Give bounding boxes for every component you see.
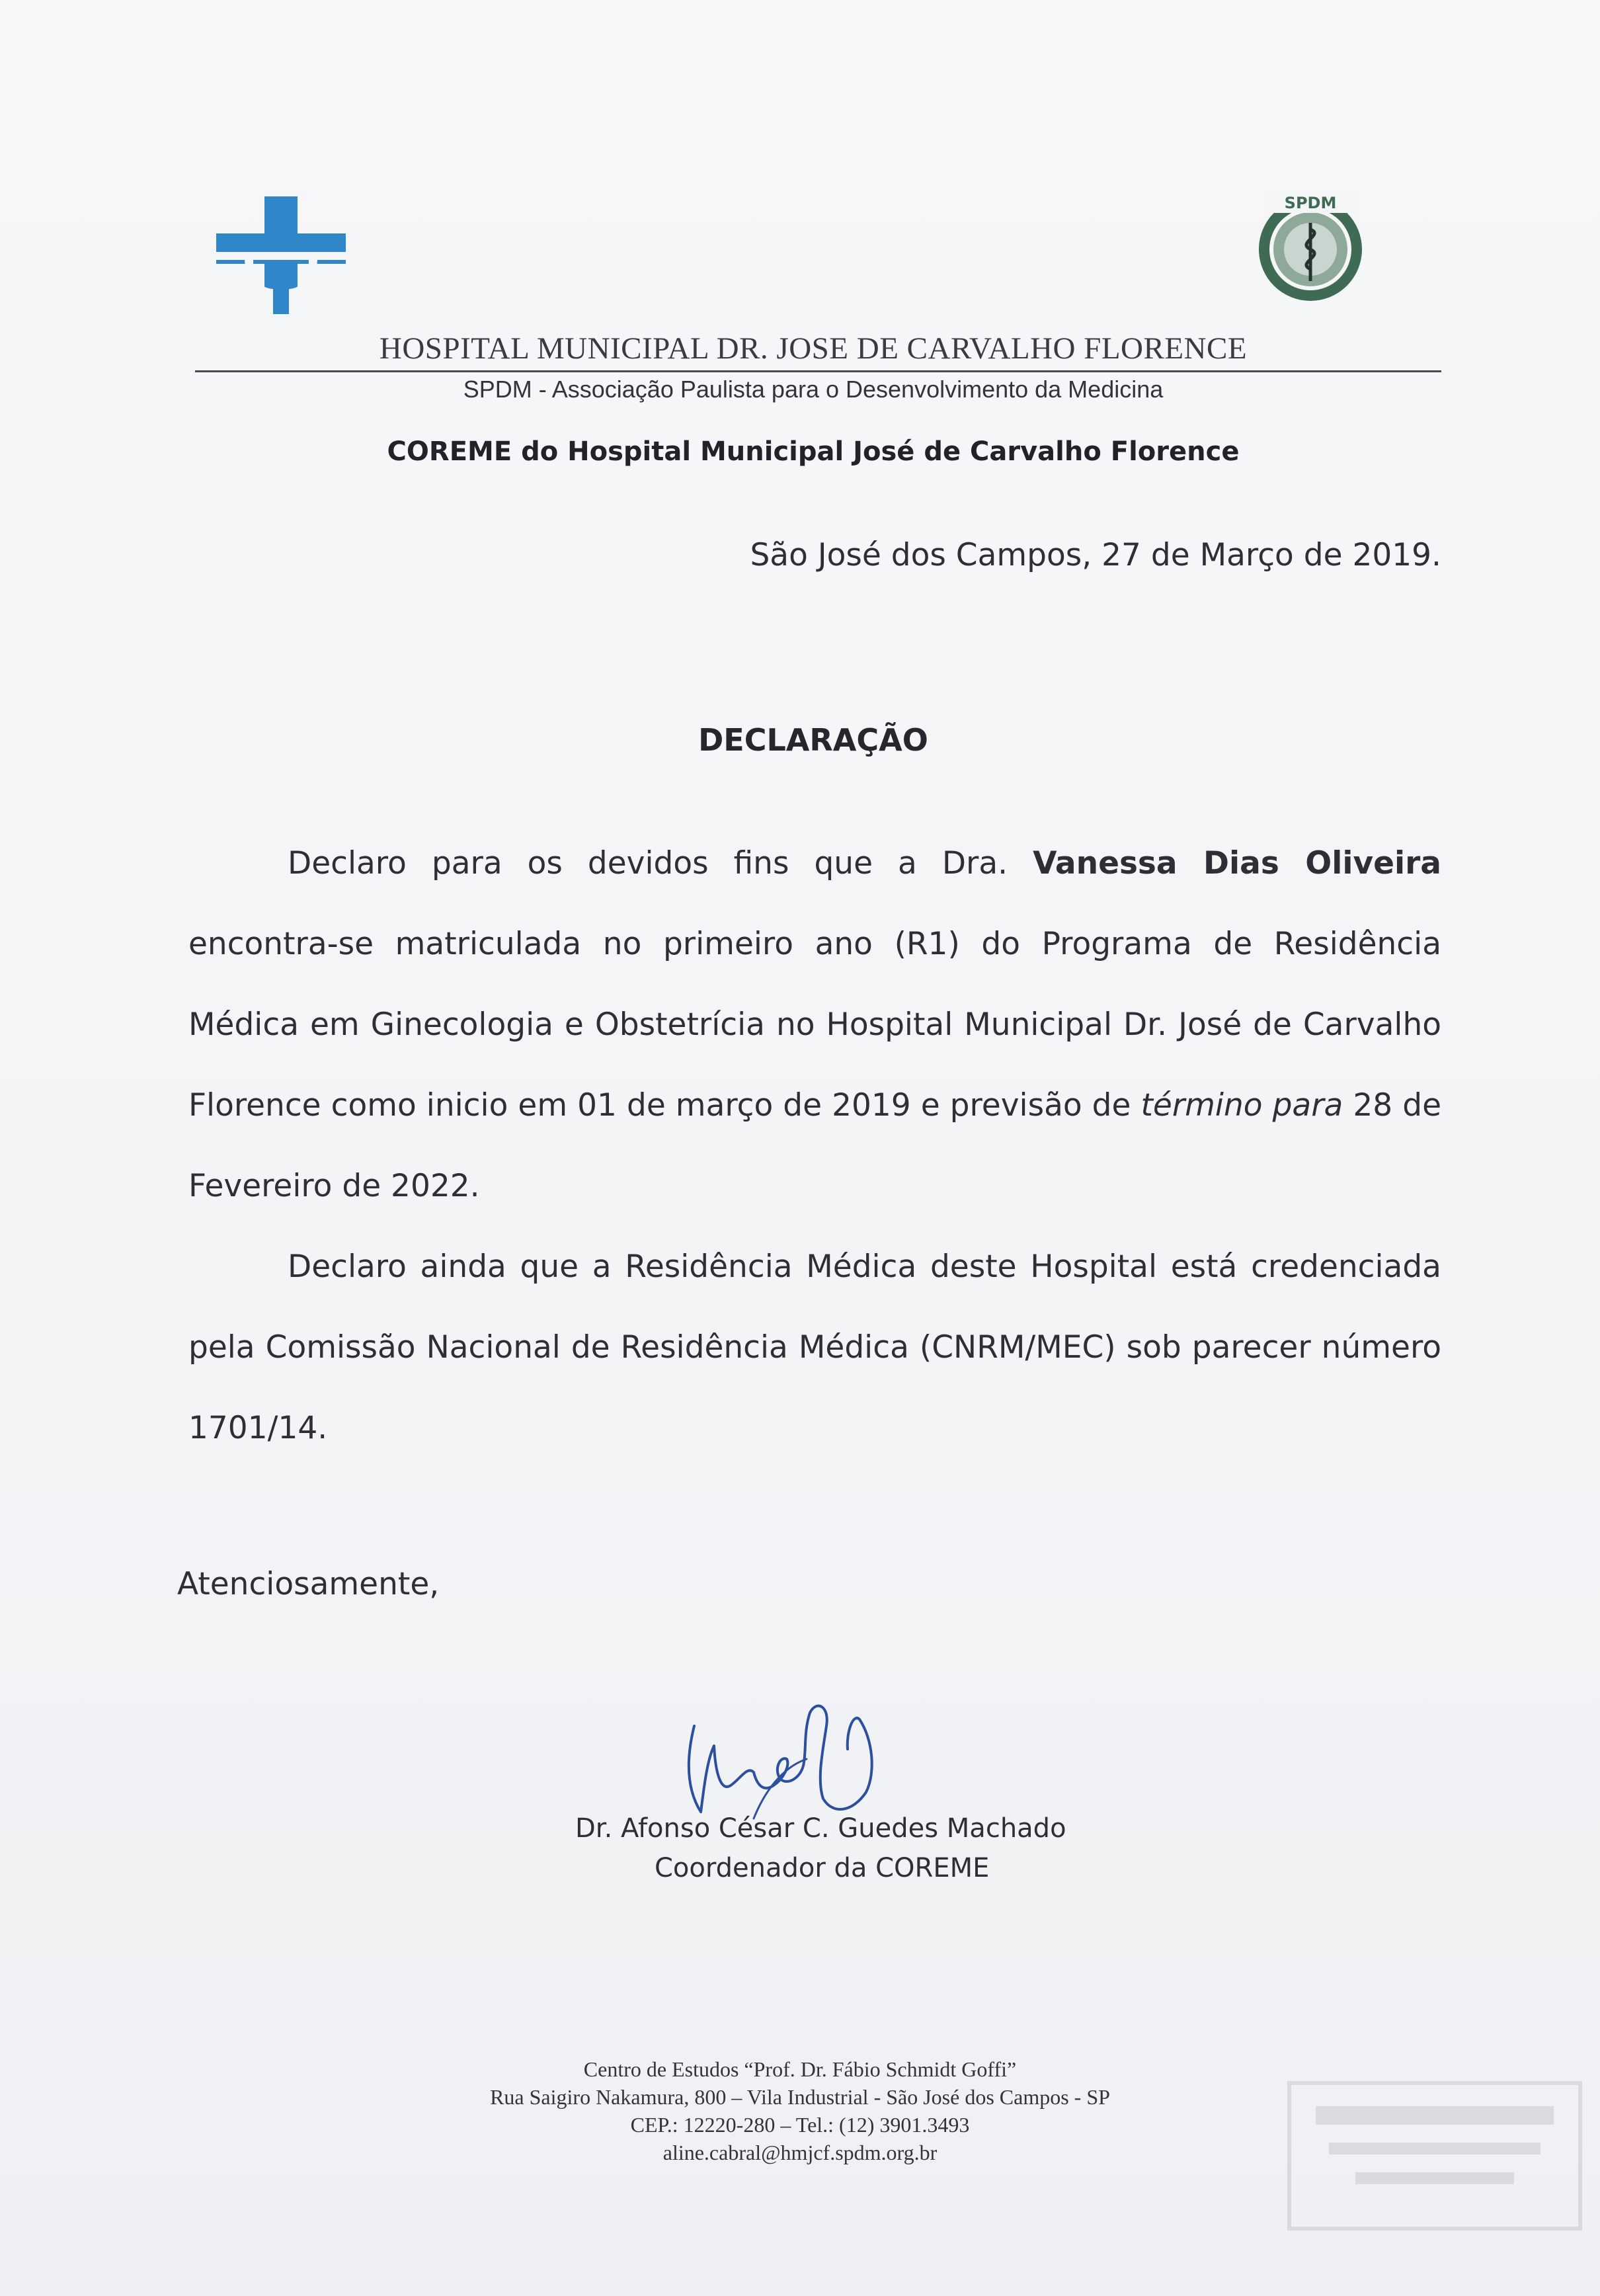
spdm-logo-text: SPDM bbox=[1284, 194, 1337, 212]
signer-role: Coordenador da COREME bbox=[655, 1853, 990, 1883]
closing: Atenciosamente, bbox=[177, 1566, 440, 1602]
hospital-cross-logo bbox=[215, 195, 347, 317]
footer-email: aline.cabral@hmjcf.spdm.org.br bbox=[662, 2141, 938, 2164]
header-divider bbox=[195, 370, 1441, 372]
declaration-body bbox=[188, 823, 1441, 1469]
footer-line-2: Rua Saigiro Nakamura, 800 – Vila Industrial - São José dos Campos - SP bbox=[490, 2085, 1110, 2109]
signer-name: Dr. Afonso César C. Guedes Machado bbox=[575, 1813, 1066, 1844]
footer-line-1: Centro de Estudos “Prof. Dr. Fábio Schmidt Goffi” bbox=[583, 2057, 1017, 2081]
paragraph-1-intro: Declaro para os devidos fins que a Dra. bbox=[288, 845, 1008, 882]
footer-line-3: CEP.: 12220-280 – Tel.: (12) 3901.3493 bbox=[630, 2113, 970, 2137]
spdm-logo bbox=[1246, 188, 1375, 301]
coreme-heading: COREME do Hospital Municipal José de Carvalho Florence bbox=[387, 436, 1240, 467]
termino-label: término para bbox=[1140, 1087, 1343, 1124]
footer bbox=[397, 2055, 1203, 2166]
faint-stamp bbox=[1283, 2076, 1587, 2235]
paragraph-1 bbox=[188, 823, 1441, 1227]
paragraph-2: Declaro ainda que a Residência Médica deste Hospital está credenciada pela Comissão Nacional de Residência Médica (CNRM/MEC) sob parecer número 1701/14. bbox=[188, 1249, 1441, 1446]
hospital-name: HOSPITAL MUNICIPAL DR. JOSE DE CARVALHO FLORENCE bbox=[379, 331, 1248, 366]
paragraph-1-details: encontra-se matriculada no primeiro ano (R1) do Programa de Residência Médica em Ginecologia e Obstetrícia no Hospital Municipal Dr. José de Carvalho Florence como inicio em 01 de março de 2019 e previsão de bbox=[188, 926, 1441, 1124]
resident-name: Vanessa Dias Oliveira bbox=[1033, 845, 1441, 882]
date-line: São José dos Campos, 27 de Março de 2019. bbox=[750, 537, 1441, 573]
declaration-title: DECLARAÇÃO bbox=[698, 722, 928, 758]
association-name: SPDM - Associação Paulista para o Desenvolvimento da Medicina bbox=[463, 376, 1164, 403]
end-date: 28 de Fevereiro de 2022. bbox=[188, 1087, 1441, 1204]
